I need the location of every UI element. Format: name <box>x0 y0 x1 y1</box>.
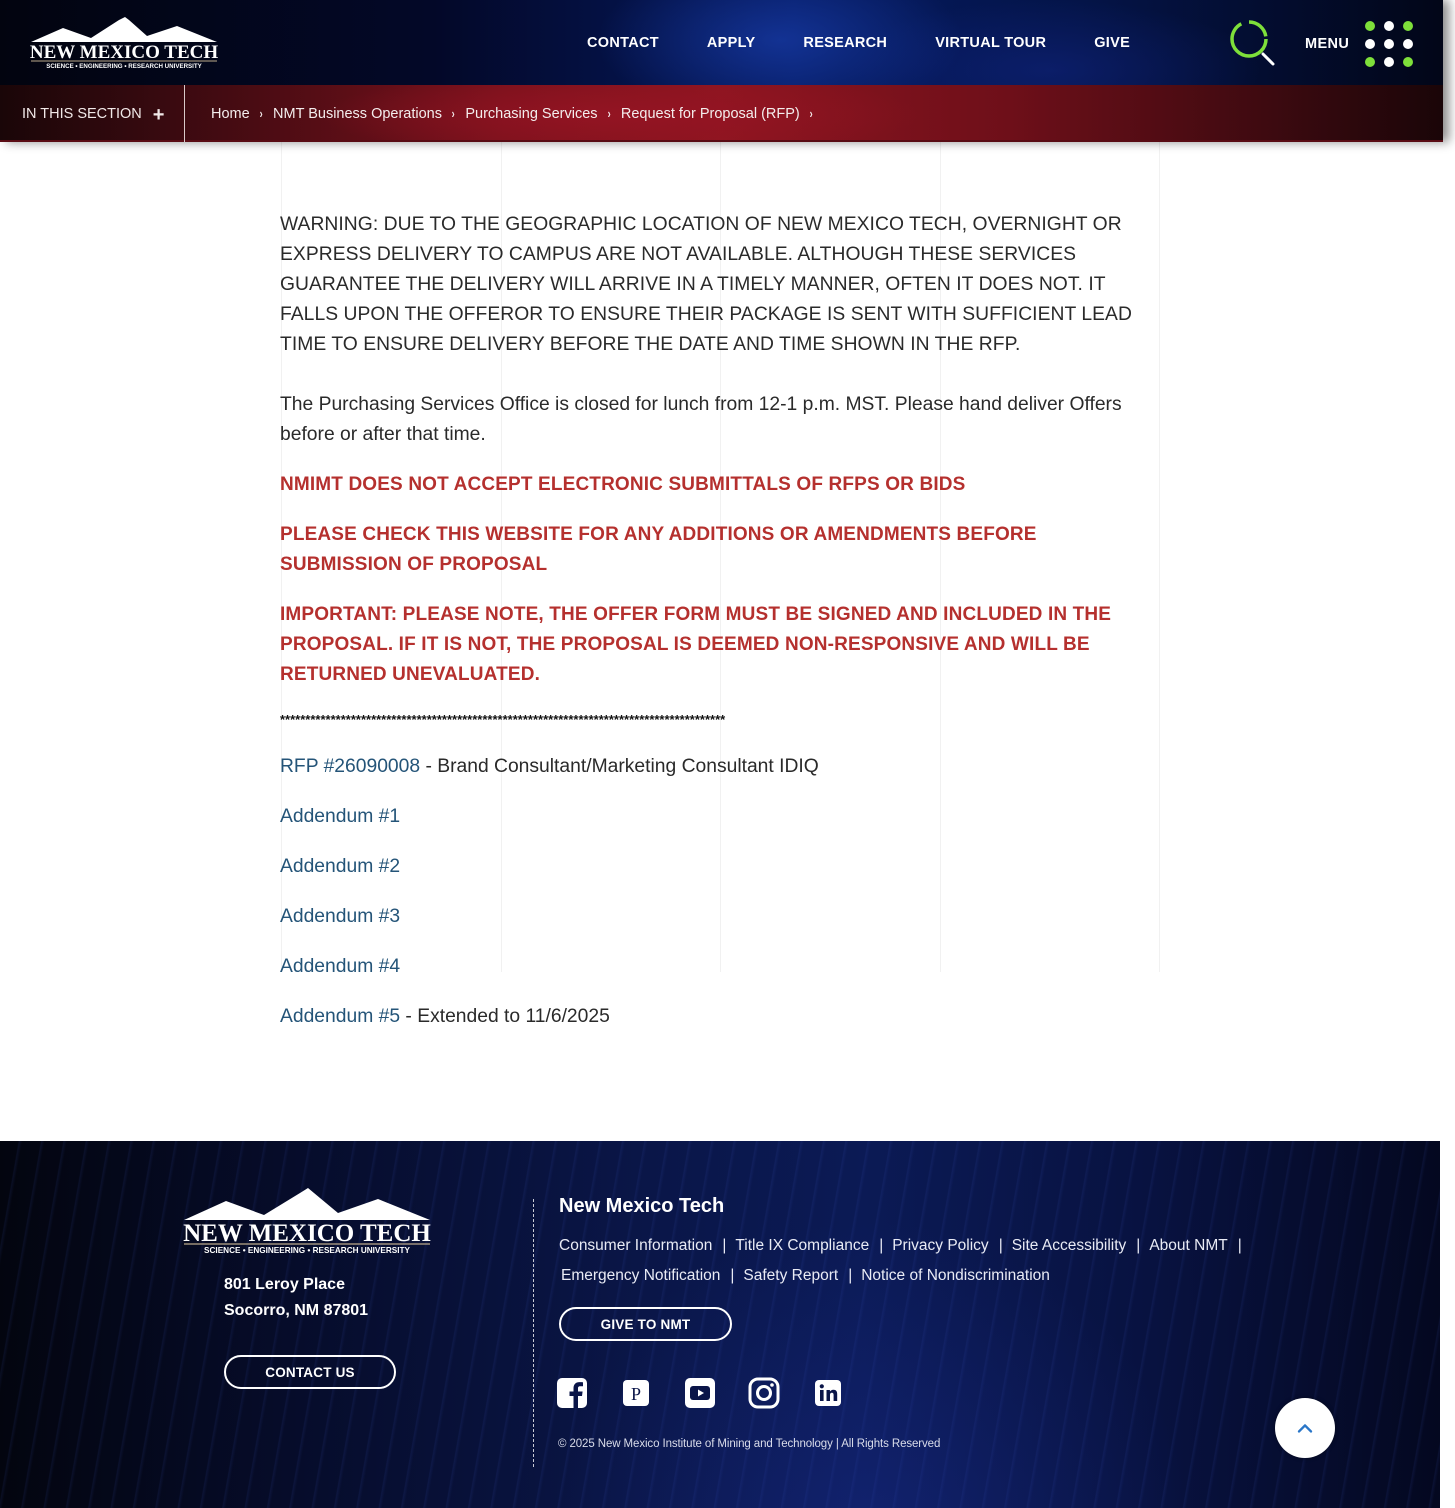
nav-apply[interactable]: APPLY <box>706 34 756 51</box>
nav-contact[interactable]: CONTACT <box>587 34 659 51</box>
chevron-right-icon: › <box>809 106 813 121</box>
nmt-logo-icon <box>182 1185 432 1255</box>
nav-research[interactable]: RESEARCH <box>803 34 888 51</box>
contact-us-button[interactable]: CONTACT US <box>224 1355 396 1389</box>
svg-text:NEW MEXICO TECH: NEW MEXICO TECH <box>183 1220 431 1247</box>
social-links <box>556 1377 876 1409</box>
rfp-content <box>280 210 1160 1032</box>
breadcrumb <box>211 85 823 142</box>
addendum-item <box>280 952 1160 982</box>
addendum-5-link[interactable]: Addendum #5 <box>280 1006 401 1027</box>
link-nondiscrimination[interactable]: Notice of Nondiscrimination <box>861 1267 1050 1284</box>
footer-logo[interactable] <box>182 1185 432 1255</box>
section-bar <box>0 85 1443 142</box>
grid-dots-icon <box>1365 21 1413 67</box>
search-button[interactable] <box>1228 19 1278 67</box>
chevron-right-icon: › <box>451 106 455 121</box>
link-safety-report[interactable]: Safety Report <box>743 1267 839 1284</box>
footer-divider <box>533 1199 534 1467</box>
footer-address <box>224 1272 368 1324</box>
facebook-icon <box>556 1377 588 1409</box>
separator-stars: **************************************************************************************** <box>280 712 726 727</box>
in-this-section-label: IN THIS SECTION <box>22 105 142 122</box>
svg-text:NEW MEXICO TECH: NEW MEXICO TECH <box>29 42 219 63</box>
chevron-right-icon: › <box>607 106 611 121</box>
addendum-5-note: - Extended to 11/6/2025 <box>400 1006 610 1027</box>
link-site-accessibility[interactable]: Site Accessibility <box>1011 1237 1127 1254</box>
breadcrumb-rfp[interactable]: Request for Proposal (RFP) <box>620 105 800 122</box>
linkedin-link[interactable] <box>812 1377 844 1409</box>
back-to-top-button[interactable] <box>1275 1398 1335 1458</box>
addendum-2-link[interactable]: Addendum #2 <box>280 856 401 877</box>
lunch-notice: The Purchasing Services Office is closed for lunch from 12-1 p.m. MST. Please hand deliver Offers before or after that time. <box>280 394 1122 445</box>
give-to-nmt-button[interactable]: GIVE TO NMT <box>559 1307 732 1341</box>
breadcrumb-home[interactable]: Home <box>211 105 250 122</box>
plus-icon: + <box>152 103 165 126</box>
menu-button[interactable] <box>1305 18 1413 70</box>
nav-give[interactable]: GIVE <box>1094 34 1131 51</box>
nmt-logo-icon <box>29 14 219 70</box>
addendum-item <box>280 902 1160 932</box>
link-privacy-policy[interactable]: Privacy Policy <box>892 1237 989 1254</box>
breadcrumb-business-operations[interactable]: NMT Business Operations <box>273 105 442 122</box>
notice-check-website: PLEASE CHECK THIS WEBSITE FOR ANY ADDITIONS OR AMENDMENTS BEFORE SUBMISSION OF PROPOSAL <box>280 524 1037 575</box>
svg-text:P: P <box>630 1384 642 1404</box>
link-emergency-notification[interactable]: Emergency Notification <box>561 1267 721 1284</box>
addendum-item <box>280 852 1160 882</box>
youtube-icon <box>684 1377 716 1409</box>
link-consumer-information[interactable]: Consumer Information <box>559 1237 713 1254</box>
addendum-3-link[interactable]: Addendum #3 <box>280 906 401 927</box>
addendum-item <box>280 1002 1160 1032</box>
notice-no-electronic: NMIMT DOES NOT ACCEPT ELECTRONIC SUBMITTALS OF RFPS OR BIDS <box>280 474 966 495</box>
linkedin-icon <box>812 1377 844 1409</box>
instagram-icon <box>748 1377 780 1409</box>
address-line-2: Socorro, NM 87801 <box>224 1302 369 1319</box>
site-header <box>0 0 1443 142</box>
search-icon <box>1228 19 1278 67</box>
site-logo[interactable] <box>29 14 219 70</box>
top-bar <box>0 0 1443 85</box>
rfp-link[interactable]: RFP #26090008 <box>280 756 421 777</box>
menu-label: MENU <box>1305 36 1350 52</box>
pinterest-icon <box>620 1377 652 1409</box>
addendum-item <box>280 802 1160 832</box>
top-navigation <box>563 0 1178 85</box>
facebook-link[interactable] <box>556 1377 588 1409</box>
delivery-warning: WARNING: DUE TO THE GEOGRAPHIC LOCATION OF NEW MEXICO TECH, OVERNIGHT OR EXPRESS DELIVERY TO CAMPUS ARE NOT AVAILABLE. ALTHOUGH THESE SERVICES GUARANTEE THE DELIVERY WILL ARRIVE IN A TIMELY MANNER, OFTEN IT DOES NOT. IT FALLS UPON THE OFFEROR TO ENSURE THEIR PACKAGE IS SENT WITH SUFFICIENT LEAD TIME TO ENSURE DELIVERY BEFORE THE DATE AND TIME SHOWN IN THE RFP. <box>280 214 1132 355</box>
site-footer <box>0 1141 1440 1508</box>
footer-title: New Mexico Tech <box>559 1195 725 1217</box>
notice-important: IMPORTANT: PLEASE NOTE, THE OFFER FORM MUST BE SIGNED AND INCLUDED IN THE PROPOSAL. IF IT IS NOT, THE PROPOSAL IS DEEMED NON-RESPONSIVE AND WILL BE RETURNED UNEVALUATED. <box>280 604 1112 685</box>
chevron-up-icon <box>1296 1422 1314 1434</box>
address-line-1: 801 Leroy Place <box>224 1276 345 1293</box>
copyright: © 2025 New Mexico Institute of Mining and Technology | All Rights Reserved <box>558 1438 941 1450</box>
addendum-1-link[interactable]: Addendum #1 <box>280 806 401 827</box>
youtube-link[interactable] <box>684 1377 716 1409</box>
in-this-section-toggle[interactable] <box>0 85 185 142</box>
svg-text:SCIENCE • ENGINEERING • RESEAR: SCIENCE • ENGINEERING • RESEARCH UNIVERSITY <box>46 63 202 70</box>
rfp-item <box>280 752 1160 782</box>
addendum-4-link[interactable]: Addendum #4 <box>280 956 401 977</box>
instagram-link[interactable] <box>748 1377 780 1409</box>
link-title-ix[interactable]: Title IX Compliance <box>735 1237 870 1254</box>
nav-virtual-tour[interactable]: VIRTUAL TOUR <box>935 34 1047 51</box>
link-about-nmt[interactable]: About NMT <box>1149 1237 1228 1254</box>
chevron-right-icon: › <box>259 106 263 121</box>
pinterest-link[interactable] <box>620 1377 652 1409</box>
breadcrumb-purchasing-services[interactable]: Purchasing Services <box>465 105 598 122</box>
footer-links: Consumer Information | Title IX Compliance | Privacy Policy | Site Accessibility | About NMT | Emergency Notification | Safety Report | Notice of Nondiscrimination <box>559 1237 1242 1284</box>
rfp-description: - Brand Consultant/Marketing Consultant IDIQ <box>420 756 819 777</box>
svg-text:SCIENCE • ENGINEERING • RESEAR: SCIENCE • ENGINEERING • RESEARCH UNIVERSITY <box>204 1246 410 1255</box>
